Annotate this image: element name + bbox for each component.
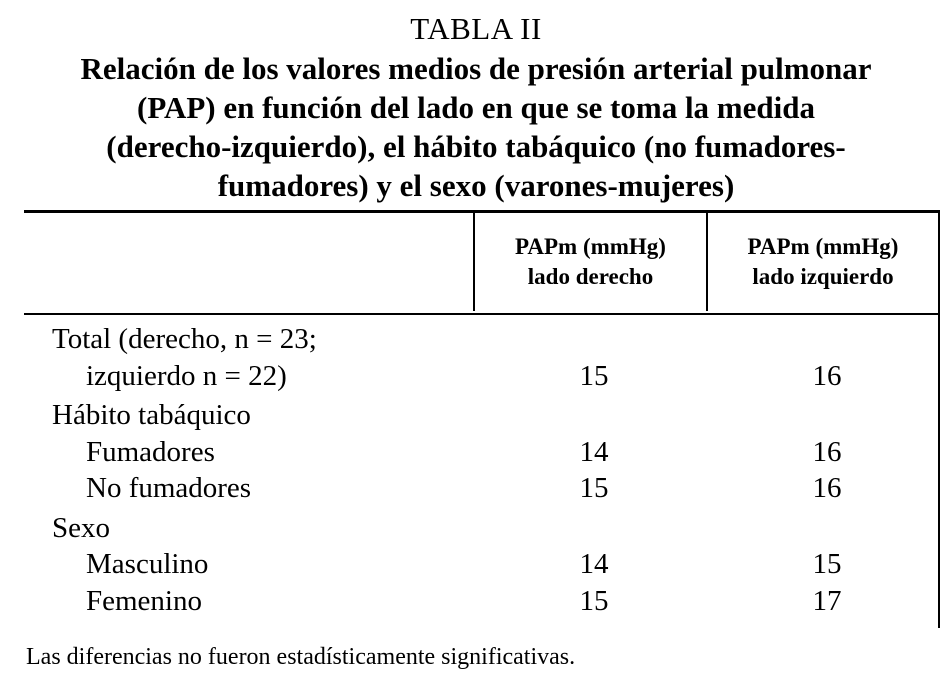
value-derecho: 15 <box>579 584 609 617</box>
table-number: TABLA II <box>410 11 542 46</box>
header-line: PAPm (mmHg) <box>515 234 666 259</box>
row-label: No fumadores <box>86 472 252 504</box>
header-cell-empty <box>24 213 475 311</box>
value-derecho: 14 <box>579 548 609 580</box>
header-cell-left-side <box>708 213 938 311</box>
header-line: lado izquierdo <box>752 264 894 289</box>
table-header-row <box>24 213 938 315</box>
value-izquierdo: 16 <box>812 472 842 504</box>
table-footnote: Las diferencias no fueron estadísticamente significativas. <box>26 644 576 670</box>
row-label: Hábito tabáquico <box>52 399 251 431</box>
table-row <box>24 321 938 358</box>
value-izquierdo: 16 <box>812 359 842 392</box>
table-row <box>24 583 938 620</box>
table-row <box>24 397 938 434</box>
value-izquierdo: 15 <box>812 548 842 580</box>
value-derecho: 15 <box>579 359 609 392</box>
table-heading <box>0 10 952 205</box>
value-izquierdo: 17 <box>812 584 842 617</box>
caption-line: Relación de los valores medios de presión arterial pulmonar <box>80 51 872 86</box>
value-derecho: 15 <box>579 472 609 504</box>
table-row <box>24 358 938 395</box>
value-derecho: 14 <box>579 435 609 468</box>
header-line: lado derecho <box>527 264 654 289</box>
data-table <box>24 210 940 628</box>
table-row <box>24 434 938 471</box>
row-label: izquierdo n = 22) <box>86 359 287 392</box>
header-cell-right-side <box>475 213 708 311</box>
caption-line: fumadores) y el sexo (varones-mujeres) <box>217 168 735 203</box>
row-label: Masculino <box>86 548 209 580</box>
caption-line: (derecho-izquierdo), el hábito tabáquico (no fumadores- <box>106 129 846 164</box>
header-line: PAPm (mmHg) <box>747 234 899 259</box>
row-label: Sexo <box>52 511 110 544</box>
table-row <box>24 510 938 547</box>
row-label: Femenino <box>86 584 202 617</box>
table-row <box>24 470 938 507</box>
table-row <box>24 546 938 583</box>
caption-line: (PAP) en función del lado en que se toma la medida <box>137 90 815 125</box>
table-body <box>24 321 938 619</box>
table-caption <box>0 49 952 205</box>
row-label: Fumadores <box>86 435 215 468</box>
value-izquierdo: 16 <box>812 435 842 468</box>
row-label: Total (derecho, n = 23; <box>52 323 317 355</box>
